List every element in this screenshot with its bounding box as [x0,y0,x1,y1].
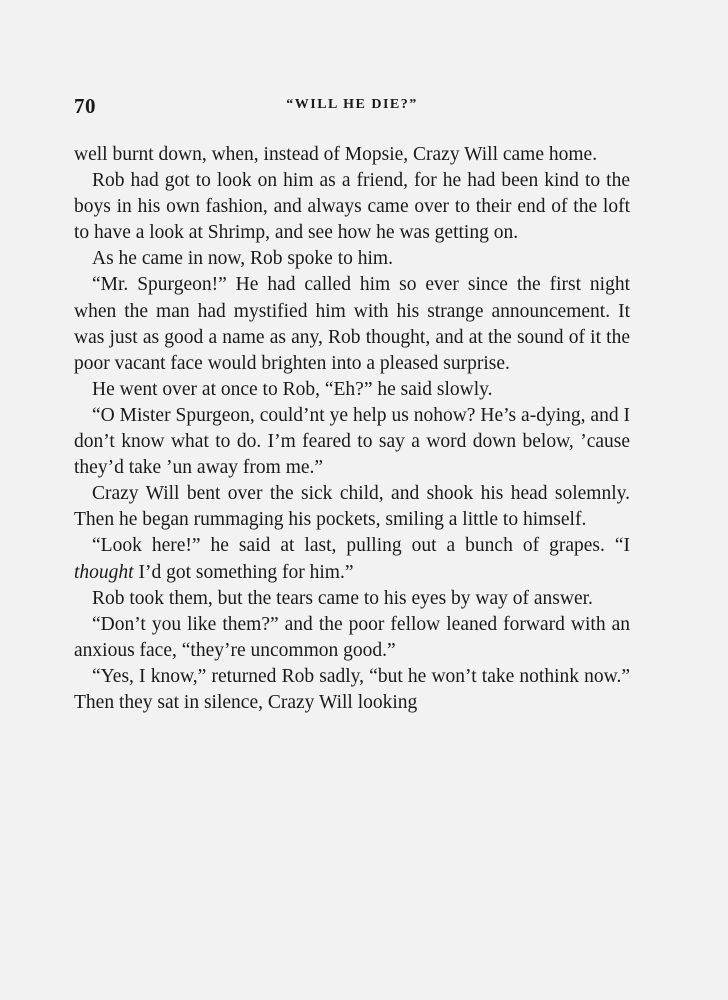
paragraph-3: As he came in now, Rob spoke to him. [92,248,393,270]
paragraph-9: Rob took them, but the tears came to his eyes by way of answer. [92,587,593,609]
paragraph-8-after: I’d got something for him.” [133,561,354,583]
paragraph-6: “O Mister Spurgeon, could’nt ye help us nohow? He’s a-dying, and I don’t know what to do. I’m feared to say a word down below, ’cause they’d take ’un away from me.” [74,404,630,479]
page-number: 70 [74,94,96,118]
running-head: “WILL HE DIE?” [286,97,418,112]
paragraph-11: “Yes, I know,” returned Rob sadly, “but he won’t take nothink now.” Then they sat in silence, Crazy Will looking [74,665,630,713]
paragraph-2: Rob had got to look on him as a friend, for he had been kind to the boys in his own fashion, and always came over to their end of the loft to have a look at Shrimp, and see how he was getting on. [74,170,630,244]
paragraph-8 [74,533,630,585]
emphasized-word: thought [74,561,134,583]
paragraph-1: well burnt down, when, instead of Mopsie, Crazy Will came home. [74,144,598,165]
paragraph-10: “Don’t you like them?” and the poor fellow leaned forward with an anxious face, “they’re uncommon good.” [74,613,630,661]
page-header [74,94,630,118]
paragraph-8-before: “Look here!” he said at last, pulling out a bunch of grapes. “I [92,535,630,557]
paragraph-5: He went over at once to Rob, “Eh?” he said slowly. [92,378,493,400]
paragraph-7: Crazy Will bent over the sick child, and shook his head solemnly. Then he began rummaging his pockets, smiling a little to himself. [74,483,630,531]
paragraph-4: “Mr. Spurgeon!” He had called him so ever since the first night when the man had mystified him with his strange announcement. It was just as good a name as any, Rob thought, and at the sound of it the poor vacant face would brighten into a pleased surprise. [74,274,630,374]
body-text [74,142,630,716]
